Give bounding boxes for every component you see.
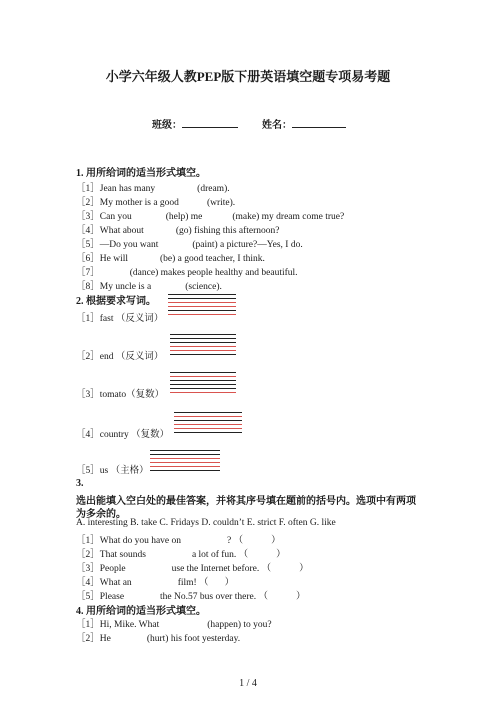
section3-heading-line2: 为多余的。 <box>76 509 126 520</box>
class-blank[interactable] <box>182 127 238 128</box>
s4-item-1: ［1］Hi, Mike. What (happen) to you? <box>76 620 272 630</box>
s4-item-2: ［2］He (hurt) his foot yesterday. <box>76 634 241 644</box>
s1-item-7: ［7］ (dance) makes people healthy and beautiful. <box>76 268 298 278</box>
s2-item-5: ［5］us （主格） <box>76 466 149 476</box>
name-field <box>262 116 346 131</box>
s1-item-8: ［8］My uncle is a (science). <box>76 282 222 292</box>
s3-item-2: ［2］That sounds a lot of fun. （ ） <box>76 550 286 560</box>
s3-item-1: ［1］What do you have on ? （ ） <box>76 536 281 546</box>
s3-item-3: ［3］People use the Internet before. （ ） <box>76 564 309 574</box>
class-field <box>152 116 238 131</box>
answer-lines-2[interactable] <box>170 334 236 358</box>
s3-item-5: ［5］Please the No.57 bus over there. （ ） <box>76 592 306 602</box>
section1-heading: 1. 用所给词的适当形式填空。 <box>76 168 206 179</box>
page-number: 1 / 4 <box>239 678 257 689</box>
name-blank[interactable] <box>292 127 346 128</box>
s3-item-4: ［4］What an film! （ ） <box>76 578 235 588</box>
s1-item-3: ［3］Can you (help) me (make) my dream come true? <box>76 212 345 222</box>
s2-item-4: ［4］country （复数） <box>76 430 170 440</box>
section3-options: A. interesting B. take C. Fridays D. couldn’t E. strict F. often G. like <box>76 518 336 528</box>
s1-item-4: ［4］What about (go) fishing this afternoon? <box>76 226 280 236</box>
answer-lines-3[interactable] <box>170 372 236 396</box>
s1-item-2: ［2］My mother is a good (write). <box>76 198 236 208</box>
answer-lines-1[interactable] <box>168 294 236 318</box>
section3-number: 3. <box>76 478 84 489</box>
s1-item-6: ［6］He will (be) a good teacher, I think. <box>76 254 265 264</box>
s2-item-2: ［2］end （反义词） <box>76 352 164 362</box>
s2-item-3: ［3］tomato（复数） <box>76 390 165 400</box>
s1-item-1: ［1］Jean has many (dream). <box>76 184 230 194</box>
section3-heading-line1: 选出能填入空白处的最佳答案，并将其序号填在题前的括号内。选项中有两项 <box>76 496 416 507</box>
class-label: 班级： <box>152 120 182 131</box>
page-title: 小学六年级人教PEP版下册英语填空题专项易考题 <box>105 69 391 84</box>
answer-lines-4[interactable] <box>174 412 242 436</box>
s1-item-5: ［5］—Do you want (paint) a picture?—Yes, I do. <box>76 240 303 250</box>
s2-item-1: ［1］fast （反义词） <box>76 314 164 324</box>
answer-lines-5[interactable] <box>150 450 220 474</box>
name-label: 姓名： <box>262 120 292 131</box>
section4-heading: 4. 用所给词的适当形式填空。 <box>76 606 206 617</box>
section2-heading: 2. 根据要求写词。 <box>76 296 156 307</box>
